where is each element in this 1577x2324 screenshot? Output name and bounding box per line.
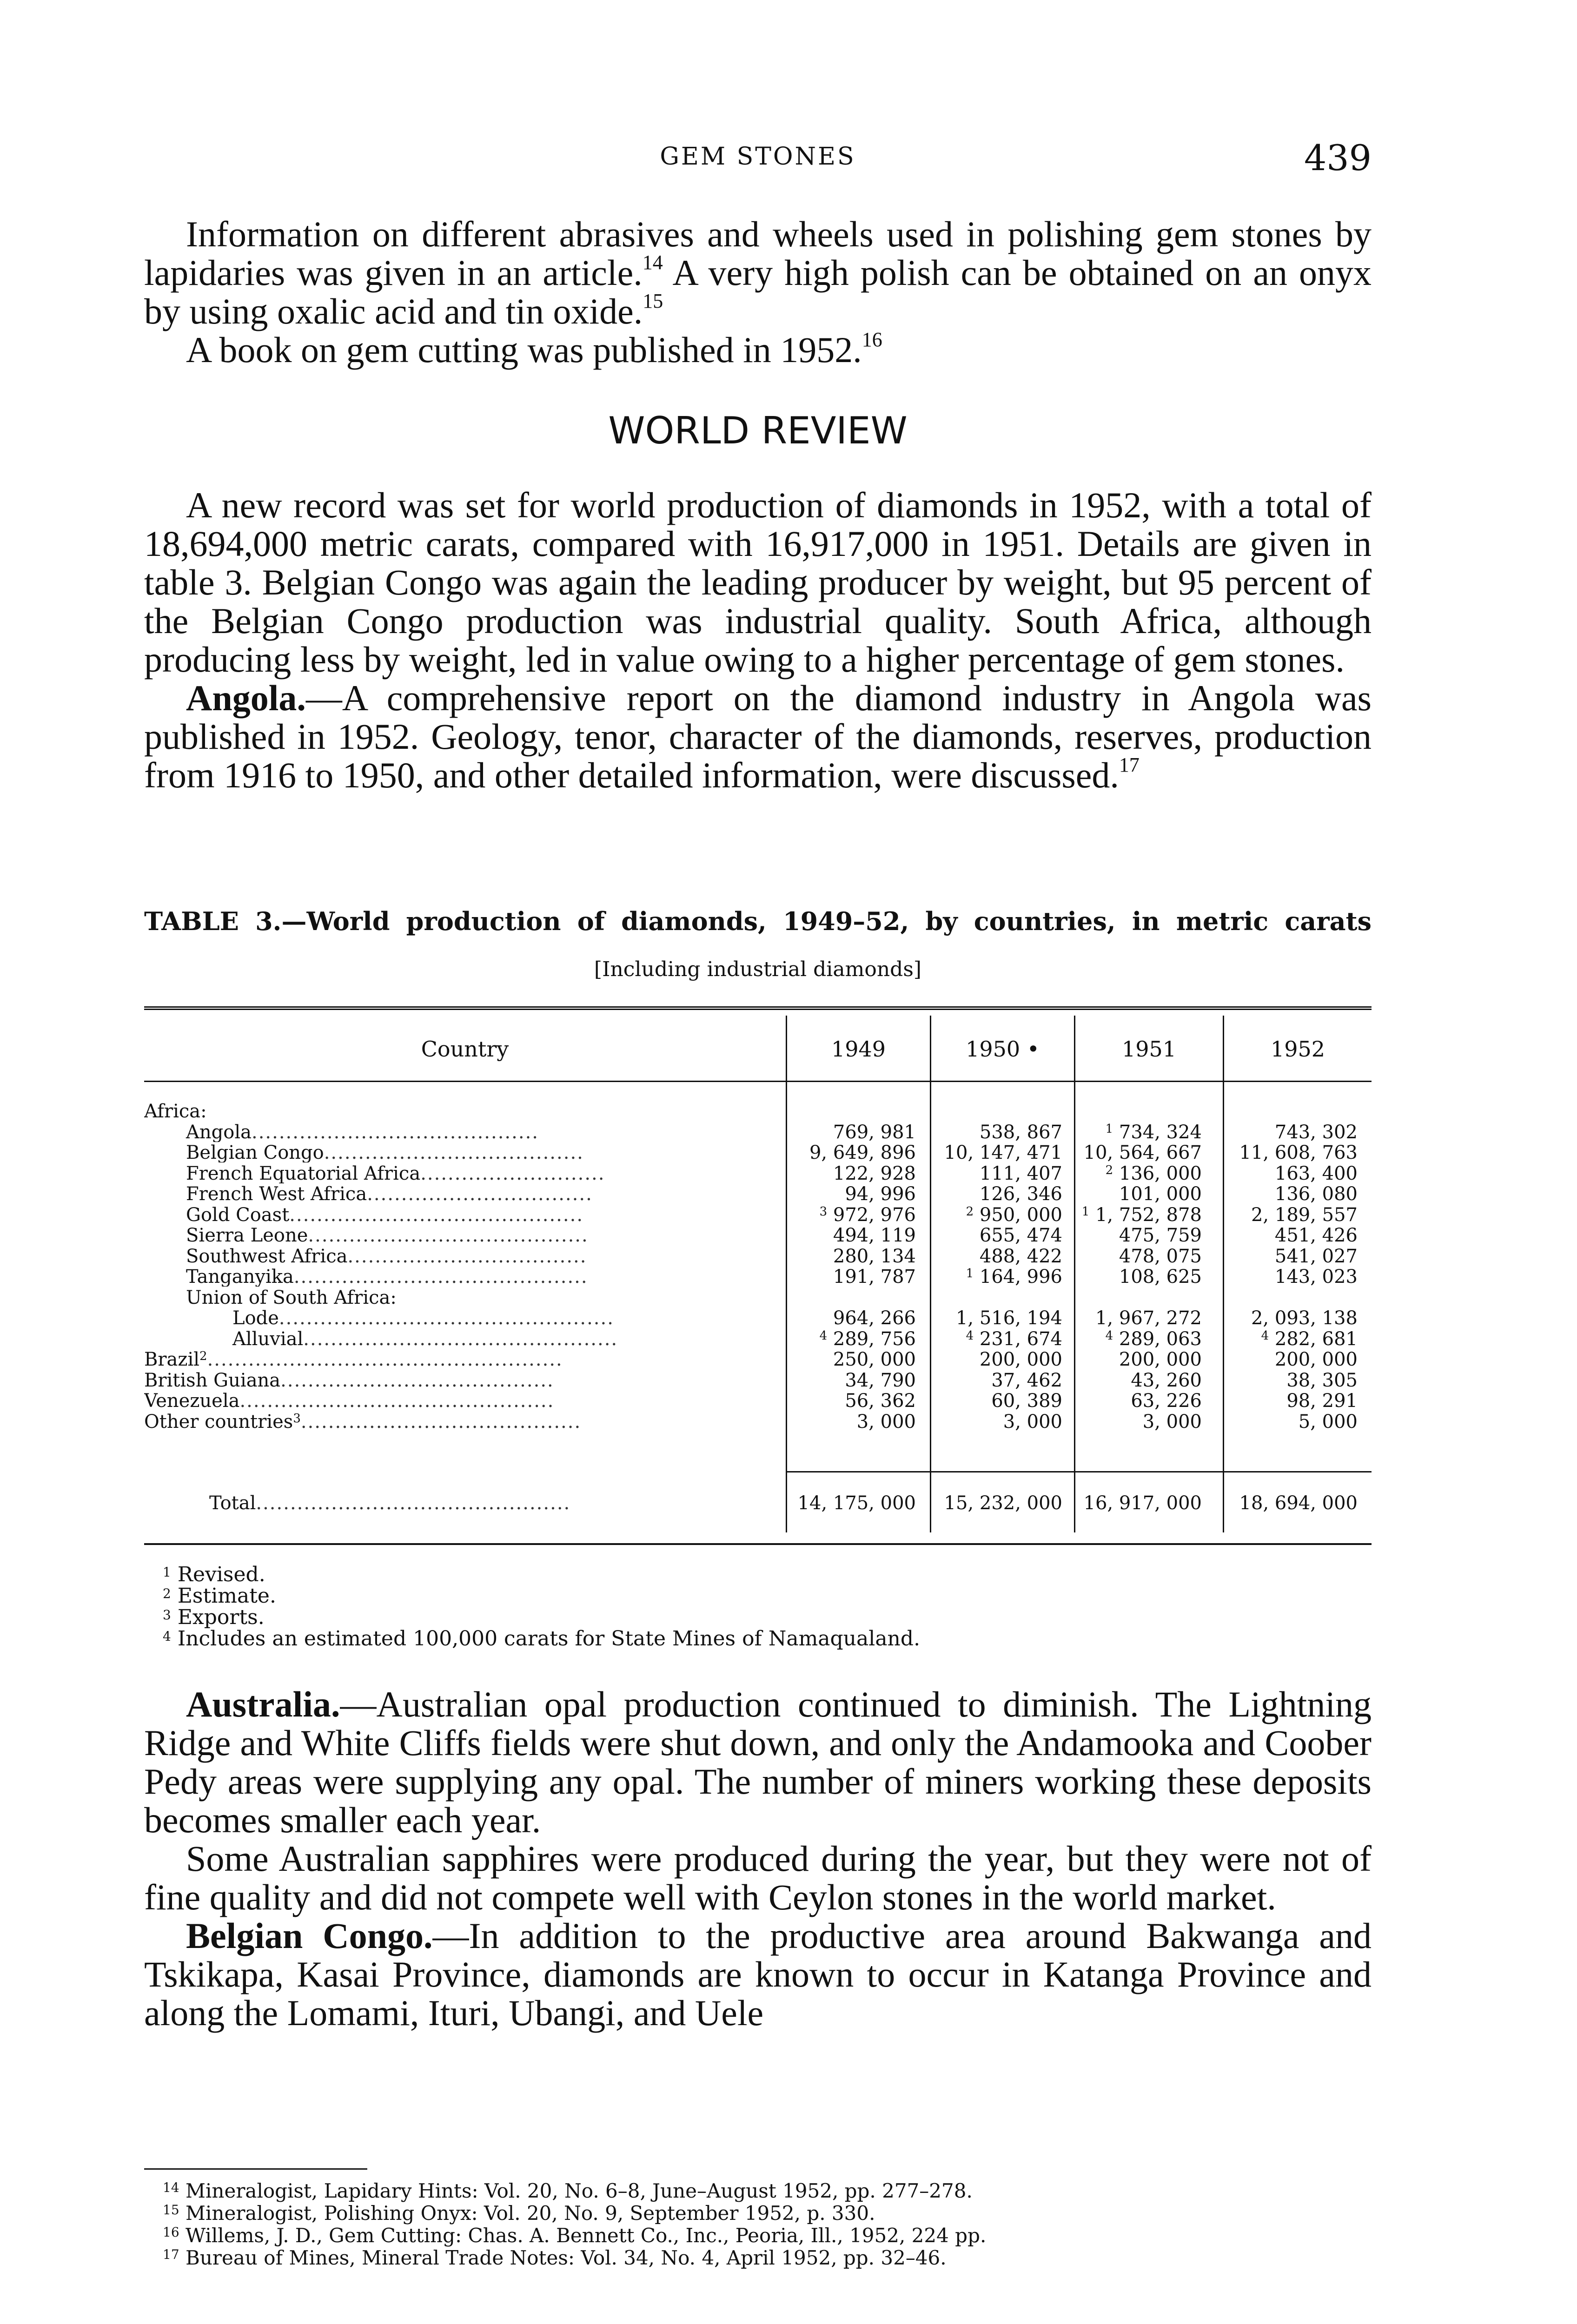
table-row — [144, 1391, 1372, 1411]
footnote-ref: 17 — [1119, 753, 1140, 776]
value-text: 494, 119 — [833, 1225, 916, 1246]
value-cell — [1067, 1184, 1202, 1204]
row-label — [144, 1267, 823, 1287]
footnote-text: Exports. — [171, 1605, 265, 1629]
table-row — [144, 1143, 1372, 1162]
value-cell — [1223, 1122, 1358, 1142]
table-footnotes — [163, 1564, 1372, 1650]
value-cell — [1223, 1371, 1358, 1390]
footnote-mark: 4 — [163, 1629, 171, 1644]
footnote-text: Mineralogist, Polishing Onyx: Vol. 20, No. 9, September 1952, p. 330. — [179, 2202, 875, 2225]
value-text: 38, 305 — [1286, 1369, 1358, 1391]
leader-dots: ................................................. — [278, 1308, 614, 1328]
footnote-mark: 1 — [966, 1267, 974, 1281]
value-cell — [1067, 1308, 1202, 1328]
value-text: 63, 226 — [1131, 1390, 1202, 1412]
value-cell — [928, 1391, 1062, 1411]
leader-dots: .............................................. — [239, 1391, 555, 1411]
row-label-text: Brazil — [144, 1350, 200, 1369]
footnote-text: Mineralogist, Lapidary Hints: Vol. 20, No. 6–8, June–August 1952, pp. 277–278. — [179, 2179, 973, 2202]
paragraph-text: —Australian opal production continued to diminish. The Lightning Ridge and White Cliffs fields were shut down, and only the Andamooka and Coober Pedy areas were supplying any opal. The number of miners working these deposits becomes smaller each year. — [144, 1684, 1372, 1840]
row-label-text: French West Africa — [186, 1184, 367, 1204]
value-cell — [928, 1143, 1062, 1162]
row-label-text: Belgian Congo — [186, 1143, 324, 1162]
leader-dots: ........................................... — [289, 1205, 584, 1225]
value-cell — [781, 1164, 916, 1183]
value-cell — [781, 1226, 916, 1245]
value-text: 56, 362 — [845, 1390, 916, 1412]
table-row — [144, 1205, 1372, 1225]
value-text: 10, 564, 667 — [1083, 1142, 1202, 1163]
value-text: 5, 000 — [1298, 1411, 1358, 1433]
diamond-production-table — [144, 1006, 1372, 1543]
value-text: 538, 867 — [979, 1121, 1062, 1143]
value-text: 16, 917, 000 — [1083, 1492, 1202, 1514]
page-footnotes — [163, 2180, 1372, 2269]
value-text: 136, 080 — [1274, 1183, 1358, 1205]
value-cell — [781, 1371, 916, 1390]
footnote-text: Willems, J. D., Gem Cutting: Chas. A. Bennett Co., Inc., Peoria, Ill., 1952, 224 pp. — [179, 2224, 987, 2247]
value-cell — [1067, 1493, 1202, 1513]
run-in-heading: Belgian Congo. — [186, 1915, 433, 1956]
value-text: 734, 324 — [1119, 1121, 1202, 1143]
value-text: 108, 625 — [1119, 1266, 1202, 1287]
footnote-mark: 2 — [199, 1350, 207, 1363]
value-text: 488, 422 — [979, 1245, 1062, 1267]
row-label-text: Total — [209, 1493, 256, 1513]
value-text: 655, 474 — [979, 1225, 1062, 1246]
intro-text: A book on gem cutting was published in 1952. — [186, 330, 862, 370]
value-text: 60, 389 — [991, 1390, 1062, 1412]
value-cell — [1067, 1350, 1202, 1369]
value-text: 769, 981 — [833, 1121, 916, 1143]
value-text: 136, 000 — [1119, 1162, 1202, 1184]
value-text: 2, 093, 138 — [1251, 1307, 1358, 1329]
row-label-text: French Equatorial Africa — [186, 1163, 421, 1183]
value-cell — [1223, 1184, 1358, 1204]
value-text: 200, 000 — [1119, 1349, 1202, 1370]
leader-dots: ...................................... — [324, 1143, 584, 1162]
table-total-row — [144, 1493, 1372, 1513]
paragraph-text: —A comprehensive report on the diamond industry in Angola was published in 1952. Geology, tenor, character of the diamonds, reserves, production from 1916 to 1950, and other detailed information, were discussed. — [144, 678, 1372, 795]
row-label-text: Africa: — [144, 1102, 207, 1121]
row-label — [144, 1288, 823, 1307]
table-row — [144, 1102, 1372, 1121]
intro-paragraph — [144, 215, 1372, 330]
value-cell — [1067, 1122, 1202, 1142]
value-cell — [1067, 1371, 1202, 1390]
value-cell — [928, 1267, 1062, 1287]
leader-dots: ................................. — [367, 1184, 593, 1204]
value-cell — [928, 1164, 1062, 1183]
header-1951: 1951 — [1121, 1037, 1177, 1062]
leader-dots: .................................................... — [207, 1350, 563, 1369]
value-cell — [1067, 1391, 1202, 1411]
value-text: 1, 967, 272 — [1095, 1307, 1202, 1329]
footnote-mark: 4 — [1261, 1328, 1269, 1343]
row-label — [144, 1247, 823, 1266]
row-label — [144, 1371, 781, 1390]
value-cell — [928, 1308, 1062, 1328]
table-row — [144, 1247, 1372, 1266]
value-cell — [1223, 1493, 1358, 1513]
value-text: 1, 752, 878 — [1095, 1204, 1202, 1226]
intro-paragraph — [144, 330, 1372, 369]
value-cell — [928, 1329, 1062, 1349]
running-head: GEM STONES — [660, 143, 856, 171]
value-text: 126, 346 — [979, 1183, 1062, 1205]
sapphire-paragraph: Some Australian sapphires were produced during the year, but they were not of fine quality and did not compete well with Ceylon stones in the world market. — [144, 1838, 1372, 1917]
run-in-heading: Australia. — [186, 1684, 340, 1724]
value-cell — [781, 1143, 916, 1162]
leader-dots: ................................... — [347, 1246, 587, 1266]
value-text: 950, 000 — [979, 1204, 1062, 1226]
value-text: 451, 426 — [1274, 1225, 1358, 1246]
value-cell — [1223, 1164, 1358, 1183]
table-row — [144, 1288, 1372, 1307]
value-cell — [781, 1412, 916, 1432]
value-text: 9, 649, 896 — [809, 1142, 916, 1163]
row-label — [144, 1143, 823, 1162]
footnote-mark: 2 — [966, 1204, 974, 1219]
value-text: 11, 608, 763 — [1239, 1142, 1358, 1163]
value-cell — [781, 1247, 916, 1266]
header-1952: 1952 — [1270, 1037, 1325, 1062]
footnote-mark: 16 — [163, 2225, 179, 2240]
leader-dots: ........................... — [420, 1163, 605, 1183]
value-text: 18, 694, 000 — [1239, 1492, 1358, 1514]
value-cell — [1067, 1164, 1202, 1183]
table-footnote — [163, 1607, 1372, 1628]
leader-dots: ........................................... — [293, 1267, 588, 1287]
value-cell — [1223, 1143, 1358, 1162]
value-text: 289, 756 — [833, 1328, 916, 1350]
angola-paragraph — [144, 679, 1372, 794]
world-paragraph: A new record was set for world production of diamonds in 1952, with a total of 18,694,000 metric carats, compared with 16,917,000 in 1951. Details are given in table 3. Belgian Congo was again the leading producer by weight, but 95 percent of the Belgian Congo production was industrial quality. South Africa, although producing less by weight, led in value owing to a higher percentage of gem stones. — [144, 485, 1372, 680]
footnote-ref: 15 — [643, 290, 663, 312]
footnote-ref: 16 — [861, 328, 882, 351]
value-cell — [928, 1493, 1062, 1513]
footnote-text: Includes an estimated 100,000 carats for State Mines of Namaqualand. — [171, 1627, 921, 1651]
footnote-mark: 1 — [163, 1565, 171, 1580]
value-text: 964, 266 — [833, 1307, 916, 1329]
page-footnote — [163, 2202, 1372, 2225]
value-cell — [1067, 1329, 1202, 1349]
value-cell — [928, 1412, 1062, 1432]
value-text: 43, 260 — [1131, 1369, 1202, 1391]
value-text: 111, 407 — [979, 1162, 1062, 1184]
value-text: 37, 462 — [991, 1369, 1062, 1391]
table-row — [144, 1350, 1372, 1369]
table-row — [144, 1226, 1372, 1245]
row-label-text: Angola — [186, 1122, 252, 1142]
value-cell — [1067, 1143, 1202, 1162]
value-cell — [1223, 1247, 1358, 1266]
row-label — [144, 1164, 823, 1183]
intro-text: A very high polish can be obtained on an onyx by using oxalic acid and tin oxide. — [144, 252, 1372, 331]
row-label-text: Tanganyika — [186, 1267, 294, 1287]
row-label — [144, 1226, 823, 1245]
table-footnote — [163, 1628, 1372, 1650]
value-cell — [928, 1226, 1062, 1245]
value-text: 200, 000 — [979, 1349, 1062, 1370]
value-cell — [781, 1308, 916, 1328]
value-cell — [781, 1350, 916, 1369]
footnote-mark: 1 — [1105, 1122, 1113, 1136]
value-text: 143, 023 — [1274, 1266, 1358, 1287]
intro-text: Information on different abrasives and wheels used in polishing gem stones by lapidaries was given in an article. — [144, 214, 1372, 293]
leader-dots: ......................................... — [308, 1226, 589, 1245]
value-text: 743, 302 — [1274, 1121, 1358, 1143]
value-cell — [781, 1493, 916, 1513]
table-row — [144, 1412, 1372, 1432]
value-cell — [1067, 1412, 1202, 1432]
value-cell — [1223, 1412, 1358, 1432]
value-text: 250, 000 — [833, 1349, 916, 1370]
table-row — [144, 1329, 1372, 1349]
value-text: 98, 291 — [1286, 1390, 1358, 1412]
row-label-text: Southwest Africa — [186, 1246, 348, 1266]
row-label — [144, 1102, 781, 1121]
value-cell — [928, 1247, 1062, 1266]
table-row — [144, 1267, 1372, 1287]
footnote-mark: 3 — [819, 1204, 828, 1219]
value-cell — [781, 1205, 916, 1225]
value-cell — [928, 1122, 1062, 1142]
row-label — [144, 1493, 846, 1513]
value-text: 541, 027 — [1274, 1245, 1358, 1267]
header-country: Country — [421, 1037, 509, 1062]
value-cell — [1223, 1205, 1358, 1225]
leader-dots: .............................................. — [256, 1493, 571, 1513]
value-cell — [1223, 1391, 1358, 1411]
value-text: 200, 000 — [1274, 1349, 1358, 1370]
value-text: 475, 759 — [1119, 1225, 1202, 1246]
footnote-mark: 3 — [293, 1412, 301, 1426]
value-text: 972, 976 — [833, 1204, 916, 1226]
value-cell — [928, 1205, 1062, 1225]
value-text: 282, 681 — [1274, 1328, 1358, 1350]
value-cell — [1067, 1205, 1202, 1225]
footnote-mark: 1 — [1081, 1204, 1090, 1219]
value-text: 10, 147, 471 — [944, 1142, 1062, 1163]
value-cell — [928, 1371, 1062, 1390]
value-text: 478, 075 — [1119, 1245, 1202, 1267]
footnote-mark: 15 — [163, 2202, 179, 2218]
page-header — [144, 137, 1372, 179]
footnote-mark: 4 — [819, 1328, 828, 1343]
value-text: 122, 928 — [833, 1162, 916, 1184]
value-cell — [781, 1122, 916, 1142]
value-cell — [781, 1391, 916, 1411]
footnote-separator — [144, 2168, 367, 2170]
value-text: 3, 000 — [1142, 1411, 1202, 1433]
row-label — [144, 1184, 823, 1204]
row-label-text: Other countries — [144, 1412, 293, 1432]
intro-section — [144, 215, 1372, 369]
value-cell — [781, 1267, 916, 1287]
row-label — [144, 1329, 869, 1349]
value-cell — [1067, 1267, 1202, 1287]
value-cell — [1223, 1329, 1358, 1349]
footnote-ref: 14 — [642, 251, 663, 274]
value-text: 101, 000 — [1119, 1183, 1202, 1205]
value-cell — [1223, 1267, 1358, 1287]
value-cell — [1067, 1247, 1202, 1266]
footnote-mark: 4 — [966, 1328, 974, 1343]
country-notes-section — [144, 1685, 1372, 2032]
leader-dots: .......................................... — [251, 1122, 539, 1142]
header-1950-mark: • — [1027, 1037, 1040, 1062]
row-label-text: Sierra Leone — [186, 1226, 308, 1245]
value-cell — [1223, 1308, 1358, 1328]
value-text: 15, 232, 000 — [944, 1492, 1062, 1514]
header-1949: 1949 — [831, 1037, 886, 1062]
footnote-mark: 3 — [163, 1607, 171, 1623]
table-row — [144, 1308, 1372, 1328]
value-text: 94, 996 — [845, 1183, 916, 1205]
belgian-congo-paragraph — [144, 1916, 1372, 2032]
value-text: 191, 787 — [833, 1266, 916, 1287]
row-label-text: Alluvial — [232, 1329, 304, 1349]
row-label-text: Lode — [232, 1308, 279, 1328]
footnote-text: Estimate. — [171, 1584, 276, 1608]
table-row — [144, 1164, 1372, 1183]
page-footnote — [163, 2180, 1372, 2202]
value-text: 3, 000 — [1003, 1411, 1062, 1433]
page-number: 439 — [1304, 137, 1372, 178]
row-label-text: Union of South Africa: — [186, 1287, 397, 1307]
value-text: 2, 189, 557 — [1251, 1204, 1358, 1226]
value-text: 34, 790 — [845, 1369, 916, 1391]
world-review-section — [144, 486, 1372, 794]
value-cell — [928, 1350, 1062, 1369]
header-1950 — [931, 1037, 1074, 1062]
row-label — [144, 1205, 823, 1225]
value-cell — [1223, 1226, 1358, 1245]
header-1950-label: 1950 — [966, 1037, 1027, 1062]
value-text: 231, 674 — [979, 1328, 1062, 1350]
paragraph-text: —In addition to the productive area around Bakwanga and Tskikapa, Kasai Province, diamonds are known to occur in Katanga Province and along the Lomami, Ituri, Ubangi, and Uele — [144, 1915, 1372, 2033]
footnote-text: Revised. — [171, 1563, 265, 1586]
row-label-text: Venezuela — [144, 1391, 240, 1411]
leader-dots: .............................................. — [303, 1329, 618, 1349]
footnote-mark: 2 — [1105, 1163, 1113, 1177]
footnote-text: Bureau of Mines, Mineral Trade Notes: Vol. 34, No. 4, April 1952, pp. 32–46. — [179, 2246, 947, 2269]
footnote-mark: 17 — [163, 2247, 179, 2262]
australia-paragraph — [144, 1685, 1372, 1839]
value-text: 163, 400 — [1274, 1162, 1358, 1184]
row-label — [144, 1391, 781, 1411]
footnote-mark: 14 — [163, 2180, 179, 2195]
table-footnote — [163, 1585, 1372, 1607]
row-label-text: Gold Coast — [186, 1205, 290, 1225]
value-cell — [1067, 1226, 1202, 1245]
table-title: TABLE 3.—World production of diamonds, 1949–52, by countries, in metric carats — [144, 906, 1372, 936]
section-title: WORLD REVIEW — [608, 409, 908, 452]
row-label — [144, 1350, 781, 1369]
row-label — [144, 1308, 869, 1328]
value-cell — [928, 1184, 1062, 1204]
value-cell — [781, 1184, 916, 1204]
footnote-mark: 4 — [1105, 1328, 1113, 1343]
value-text: 289, 063 — [1119, 1328, 1202, 1350]
table-total-rule — [786, 1471, 1372, 1472]
table-subtitle: [Including industrial diamonds] — [594, 957, 922, 981]
table-row — [144, 1184, 1372, 1204]
table-top-rule — [144, 1006, 1372, 1010]
footnote-mark: 2 — [163, 1586, 171, 1601]
table-bottom-rule — [144, 1543, 1372, 1545]
value-text: 1, 516, 194 — [955, 1307, 1062, 1329]
page-footnote — [163, 2247, 1372, 2269]
run-in-heading: Angola. — [186, 678, 306, 718]
value-cell — [781, 1329, 916, 1349]
table-row — [144, 1122, 1372, 1142]
row-label — [144, 1122, 823, 1142]
leader-dots: ........................................ — [280, 1370, 554, 1390]
value-text: 14, 175, 000 — [797, 1492, 916, 1514]
table-footnote — [163, 1564, 1372, 1585]
value-text: 280, 134 — [833, 1245, 916, 1267]
table-row — [144, 1371, 1372, 1390]
leader-dots: ......................................... — [300, 1412, 582, 1432]
value-text: 3, 000 — [856, 1411, 916, 1433]
value-cell — [1223, 1350, 1358, 1369]
page-footnote — [163, 2225, 1372, 2247]
table-header-rule — [144, 1081, 1372, 1082]
row-label-text: British Guiana — [144, 1370, 281, 1390]
row-label — [144, 1412, 781, 1432]
value-text: 164, 996 — [979, 1266, 1062, 1287]
